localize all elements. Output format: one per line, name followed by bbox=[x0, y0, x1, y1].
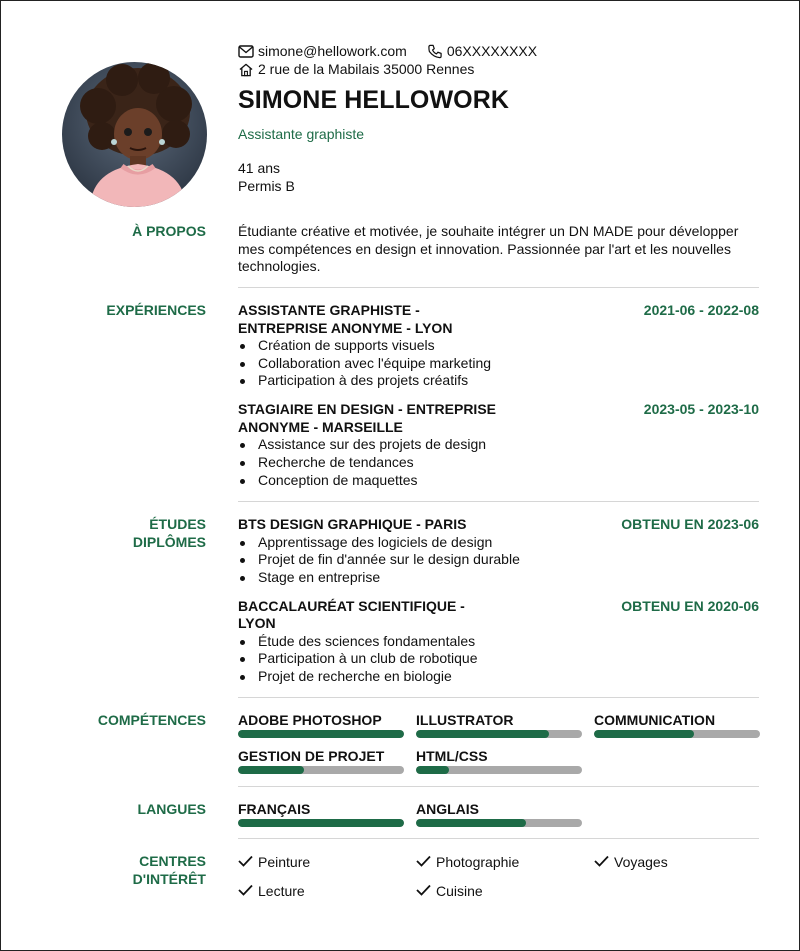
check-icon bbox=[238, 882, 253, 900]
education-entry bbox=[238, 516, 759, 587]
list-item: Conception de maquettes bbox=[238, 472, 759, 490]
skill-bar-fill bbox=[594, 730, 694, 738]
skill-bar bbox=[416, 766, 582, 774]
experience-entry bbox=[238, 302, 759, 390]
languages-grid bbox=[238, 801, 759, 827]
language-name: FRANÇAIS bbox=[238, 801, 311, 817]
entry-title: BTS DESIGN GRAPHIQUE - PARIS bbox=[238, 516, 467, 532]
interest-label: Peinture bbox=[258, 854, 311, 870]
skill-bar bbox=[238, 766, 404, 774]
entry-bullets bbox=[238, 337, 759, 390]
mail-icon bbox=[238, 45, 254, 58]
language-bar-fill bbox=[238, 819, 404, 827]
home-icon bbox=[238, 63, 254, 77]
license-text: Permis B bbox=[238, 177, 295, 194]
experiences-list bbox=[238, 302, 759, 489]
entry-date: 2023-05 - 2023-10 bbox=[643, 401, 759, 418]
skill-bar-fill bbox=[238, 766, 304, 774]
skill-name: GESTION DE PROJET bbox=[238, 748, 385, 764]
list-item: Participation à des projets créatifs bbox=[238, 372, 759, 390]
divider bbox=[238, 287, 759, 288]
check-icon bbox=[594, 853, 609, 871]
skills-label: COMPÉTENCES bbox=[97, 712, 206, 728]
list-item: Recherche de tendances bbox=[238, 454, 759, 472]
full-name: SIMONE HELLOWORK bbox=[238, 86, 510, 114]
check-icon bbox=[416, 853, 431, 871]
divider bbox=[238, 697, 759, 698]
list-item: Participation à un club de robotique bbox=[238, 650, 759, 668]
entry-title: STAGIAIRE EN DESIGN - ENTREPRISE ANONYME - MARSEILLE bbox=[238, 401, 496, 435]
interest-item bbox=[238, 882, 416, 900]
profile-photo bbox=[62, 62, 207, 207]
skill-bar bbox=[238, 730, 404, 738]
entry-bullets bbox=[238, 534, 759, 587]
divider bbox=[238, 838, 759, 839]
email-item[interactable] bbox=[238, 43, 407, 60]
skill-item bbox=[416, 748, 582, 774]
language-bar bbox=[238, 819, 404, 827]
languages-label: LANGUES bbox=[137, 801, 206, 817]
entry-title: ASSISTANTE GRAPHISTE - ENTREPRISE ANONYME - LYON bbox=[238, 302, 453, 336]
contact-info bbox=[238, 43, 553, 78]
check-icon bbox=[238, 853, 253, 871]
skill-name: HTML/CSS bbox=[416, 748, 488, 764]
list-item: Assistance sur des projets de design bbox=[238, 436, 759, 454]
list-item: Collaboration avec l'équipe marketing bbox=[238, 355, 759, 373]
skill-bar bbox=[416, 730, 582, 738]
language-bar bbox=[416, 819, 582, 827]
interests-label bbox=[133, 853, 206, 888]
interest-item bbox=[238, 853, 416, 871]
entry-title: BACCALAURÉAT SCIENTIFIQUE - LYON bbox=[238, 597, 465, 632]
interests-label-line2: D'INTÉRÊT bbox=[132, 870, 206, 887]
education-label bbox=[133, 516, 206, 551]
check-icon bbox=[416, 882, 431, 900]
entry-date: OBTENU EN 2023-06 bbox=[621, 516, 759, 532]
education-list bbox=[238, 516, 759, 686]
address-text: 2 rue de la Mabilais 35000 Rennes bbox=[258, 61, 475, 77]
entry-date: 2021-06 - 2022-08 bbox=[643, 302, 759, 318]
list-item: Projet de fin d'année sur le design durable bbox=[238, 551, 759, 569]
skill-bar-fill bbox=[416, 766, 449, 774]
phone-icon bbox=[427, 44, 443, 59]
language-name: ANGLAIS bbox=[416, 801, 479, 817]
list-item: Création de supports visuels bbox=[238, 337, 759, 355]
education-entry bbox=[238, 598, 759, 686]
about-text: Étudiante créative et motivée, je souhaite intégrer un DN MADE pour développer mes compétences en design et innovation. Passionnée par l'art et les nouvelles technologies. bbox=[238, 223, 739, 274]
phone-text: 06XXXXXXXX bbox=[446, 43, 538, 59]
skill-name: ILLUSTRATOR bbox=[416, 712, 514, 728]
entry-date: OBTENU EN 2020-06 bbox=[621, 597, 759, 614]
skill-item bbox=[416, 712, 582, 738]
entry-bullets bbox=[238, 436, 759, 489]
skill-item bbox=[238, 748, 404, 774]
list-item: Stage en entreprise bbox=[238, 569, 759, 587]
age-text: 41 ans bbox=[238, 160, 281, 176]
interest-label: Lecture bbox=[258, 883, 305, 899]
list-item: Apprentissage des logiciels de design bbox=[238, 534, 759, 552]
skill-bar-fill bbox=[416, 730, 549, 738]
interest-item bbox=[416, 853, 594, 871]
divider bbox=[238, 501, 759, 502]
job-title: Assistante graphiste bbox=[238, 126, 365, 142]
skill-name: COMMUNICATION bbox=[594, 712, 716, 728]
language-bar-fill bbox=[416, 819, 526, 827]
email-text: simone@hellowork.com bbox=[258, 43, 407, 59]
skill-bar-fill bbox=[238, 730, 404, 738]
personal-meta bbox=[238, 160, 295, 195]
interests-label-line1: CENTRES bbox=[139, 853, 206, 869]
experiences-label: EXPÉRIENCES bbox=[106, 302, 206, 318]
phone-item[interactable] bbox=[427, 43, 537, 60]
list-item: Projet de recherche en biologie bbox=[238, 668, 759, 686]
interest-label: Photographie bbox=[436, 854, 520, 870]
skill-bar bbox=[594, 730, 760, 738]
experience-entry bbox=[238, 401, 759, 489]
interest-label: Voyages bbox=[614, 854, 668, 870]
list-item: Étude des sciences fondamentales bbox=[238, 633, 759, 651]
skill-item bbox=[238, 712, 404, 738]
education-label-line2: DIPLÔMES bbox=[132, 533, 206, 550]
interest-label: Cuisine bbox=[436, 883, 483, 899]
skills-grid bbox=[238, 712, 759, 774]
education-label-line1: ÉTUDES bbox=[149, 516, 206, 532]
interest-item bbox=[594, 853, 759, 871]
divider bbox=[238, 786, 759, 787]
about-label: À PROPOS bbox=[132, 223, 206, 239]
entry-bullets bbox=[238, 633, 759, 686]
language-item bbox=[238, 801, 404, 827]
interest-item bbox=[416, 882, 594, 900]
skill-name: ADOBE PHOTOSHOP bbox=[238, 712, 382, 728]
skill-item bbox=[594, 712, 760, 738]
language-item bbox=[416, 801, 582, 827]
interests-grid bbox=[238, 853, 759, 900]
